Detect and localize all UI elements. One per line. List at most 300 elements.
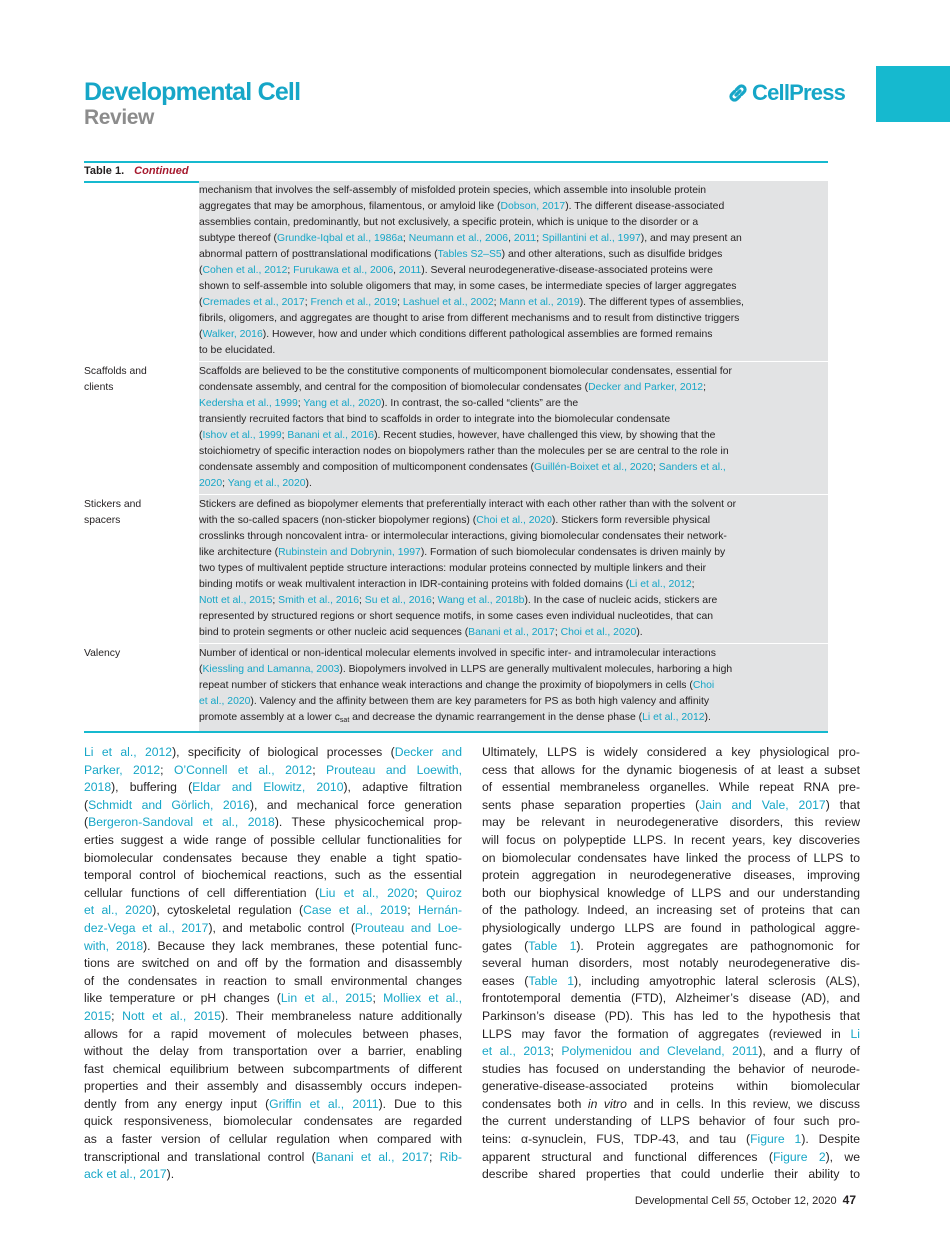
definition-line bbox=[199, 263, 828, 279]
body-line bbox=[84, 762, 462, 780]
text-run: LLPS may favor the formation of aggregates (reviewed in bbox=[482, 1026, 851, 1041]
body-line bbox=[482, 1078, 860, 1096]
definition-line bbox=[199, 460, 828, 476]
table-term bbox=[84, 644, 199, 731]
body-line bbox=[84, 955, 462, 973]
definition-line bbox=[199, 343, 828, 359]
reference-link[interactable]: Su et al., 2016 bbox=[364, 595, 432, 606]
reference-link[interactable]: Li et al., 2012 bbox=[642, 712, 705, 723]
body-line bbox=[84, 1096, 462, 1114]
text-run: of essential membraneless organelles. While repeat RNA pre- bbox=[482, 780, 860, 795]
text-run: ). The different disease-associated bbox=[565, 201, 725, 212]
text-run: sents phase separation properties ( bbox=[482, 797, 700, 812]
body-line bbox=[84, 797, 462, 815]
text-run: gates ( bbox=[482, 938, 529, 953]
reference-link[interactable]: Cremades et al., 2017 bbox=[202, 297, 305, 308]
reference-link[interactable]: Banani et al., 2017 bbox=[315, 1149, 429, 1164]
text-run: ), and may present an bbox=[640, 233, 742, 244]
body-line bbox=[482, 955, 860, 973]
body-line bbox=[84, 814, 462, 832]
definition-line bbox=[199, 529, 828, 545]
reference-link[interactable]: Yang et al., 2020 bbox=[227, 478, 306, 489]
text-run: ; bbox=[160, 762, 174, 777]
text-run: stoichiometry of specific interaction nodes on biopolymers rather than the molecules per se are central to the role in bbox=[199, 446, 729, 457]
reference-link[interactable]: Guillén-Boixet et al., 2020 bbox=[534, 462, 654, 473]
body-line bbox=[482, 885, 860, 903]
text-run: ; bbox=[359, 595, 365, 606]
text-run: generative-disease-associated proteins within biomolecular bbox=[482, 1079, 860, 1094]
publisher-name: CellPress bbox=[752, 80, 846, 105]
reference-link[interactable]: Jain and Vale, 2017 bbox=[699, 797, 826, 812]
reference-link[interactable]: Walker, 2016 bbox=[202, 329, 263, 340]
text-run: ( bbox=[199, 265, 203, 276]
body-line bbox=[84, 920, 462, 938]
body-line bbox=[482, 1096, 860, 1114]
text-run: ; bbox=[297, 398, 304, 409]
text-run: condensate assembly, and central for the composition of biomolecular condensates ( bbox=[199, 382, 589, 393]
text-run: ; bbox=[402, 233, 409, 244]
text-run: assemblies contain, predominantly, but not exclusively, a specific protein, which is unique to the disorder or a bbox=[199, 217, 699, 228]
text-run: quick responsiveness, biomolecular condensates are regarded bbox=[84, 1114, 462, 1129]
table-term bbox=[84, 181, 199, 361]
text-run: ; bbox=[703, 382, 706, 393]
reference-link[interactable]: Tables S2–S5 bbox=[437, 249, 502, 260]
text-run: ), and metabolic control ( bbox=[208, 920, 355, 935]
text-run: will focus on polypeptide LLPS. In recent years, key discoveries bbox=[482, 832, 860, 847]
definition-line bbox=[199, 380, 828, 396]
text-run: fast chemical equilibrium between subcompartments of different bbox=[84, 1061, 462, 1076]
text-run: abnormal pattern of posttranslational modifications ( bbox=[199, 249, 438, 260]
text-run: ). Formation of such biomolecular condensates is driven mainly by bbox=[420, 547, 726, 558]
body-line bbox=[482, 1113, 860, 1131]
term-line: spacers bbox=[84, 515, 121, 526]
text-run: tions are switched on and off by the formation and disassembly bbox=[84, 956, 462, 971]
reference-link[interactable]: Spillantini et al., 1997 bbox=[541, 233, 641, 244]
definition-line bbox=[199, 662, 828, 678]
definition-line bbox=[199, 412, 828, 428]
reference-link[interactable]: Eldar and Elowitz, 2010 bbox=[192, 780, 344, 795]
text-run: ( bbox=[199, 664, 203, 675]
definition-line bbox=[199, 513, 828, 529]
body-line bbox=[482, 1008, 860, 1026]
text-run: , bbox=[393, 265, 399, 276]
reference-link[interactable]: Bergeron-Sandoval et al., 2018 bbox=[88, 815, 275, 830]
term-line: clients bbox=[84, 382, 114, 393]
reference-link[interactable]: et al., 2020 bbox=[84, 903, 153, 918]
reference-link[interactable]: Schmidt and Görlich, 2016 bbox=[88, 797, 250, 812]
text-run: with the so-called spacers (non-sticker biopolymer regions) ( bbox=[199, 515, 477, 526]
text-run: Number of identical or non-identical molecular elements involved in specific inter- and intramolecular interactions bbox=[199, 648, 716, 659]
body-line bbox=[84, 973, 462, 991]
reference-link[interactable]: 2018 bbox=[84, 780, 112, 795]
body-line bbox=[84, 867, 462, 885]
reference-link[interactable]: Figure 1 bbox=[750, 1132, 802, 1147]
text-run: describe shared properties that could underlie their ability to bbox=[482, 1167, 860, 1182]
definition-line bbox=[199, 577, 828, 593]
definition-line bbox=[199, 444, 828, 460]
table-definition bbox=[199, 362, 828, 494]
text-run: ( bbox=[199, 297, 203, 308]
text-run: ; bbox=[554, 627, 561, 638]
body-line bbox=[482, 1026, 860, 1044]
definition-line bbox=[199, 199, 828, 215]
definition-line bbox=[199, 694, 828, 710]
text-run: ( bbox=[199, 329, 203, 340]
body-line bbox=[482, 990, 860, 1008]
text-run: biomolecular condensates because they enable a tight spatio- bbox=[84, 850, 462, 865]
text-run: ). bbox=[305, 478, 312, 489]
reference-link[interactable]: Grundke-Iqbal et al., 1986a bbox=[276, 233, 403, 244]
publisher-logo bbox=[726, 80, 845, 106]
reference-link[interactable]: Prouteau and Loe- bbox=[354, 920, 462, 935]
reference-link[interactable]: Rubinstein and Dobrynin, 1997 bbox=[278, 547, 421, 558]
reference-link[interactable]: Hernán- bbox=[417, 903, 462, 918]
table-row bbox=[84, 181, 828, 362]
reference-link[interactable]: Griffin et al., 2011 bbox=[269, 1096, 379, 1111]
definition-line bbox=[199, 295, 828, 311]
table-continued: Continued bbox=[134, 165, 189, 177]
reference-link[interactable]: Choi et al., 2020 bbox=[560, 627, 637, 638]
text-run: transiently recruited factors that bind to scaffolds in order to integrate into the biomolecular condensate bbox=[199, 414, 671, 425]
text-run: ; bbox=[397, 297, 403, 308]
term-line: Stickers and bbox=[84, 499, 142, 510]
text-run: ; bbox=[428, 1149, 440, 1164]
text-run: protein aggregation in neurodegenerative diseases, improving bbox=[482, 868, 860, 883]
body-line bbox=[482, 938, 860, 956]
reference-link[interactable]: Choi et al., 2020 bbox=[476, 515, 552, 526]
body-line bbox=[482, 779, 860, 797]
body-line bbox=[84, 885, 462, 903]
journal-title: Developmental Cell bbox=[84, 78, 301, 106]
text-run: ). Recent studies, however, have challenged this view, by showing that the bbox=[374, 430, 716, 441]
reference-link[interactable]: Smith et al., 2016 bbox=[278, 595, 360, 606]
reference-link[interactable]: Li bbox=[850, 1026, 860, 1041]
text-run: ). Several neurodegenerative-disease-associated proteins were bbox=[421, 265, 713, 276]
text-run: ; bbox=[691, 579, 695, 590]
reference-link[interactable]: Dobson, 2017 bbox=[500, 201, 566, 212]
text-run: ), and mechanical force generation bbox=[249, 797, 462, 812]
text-run: ). Stickers form reversible physical bbox=[551, 515, 711, 526]
body-line bbox=[482, 814, 860, 832]
body-line bbox=[84, 779, 462, 797]
body-column-left bbox=[84, 744, 462, 1184]
text-run: ). However, how and under which conditions different pathological assemblies are formed remains bbox=[262, 329, 713, 340]
text-run: ), adaptive filtration bbox=[343, 780, 462, 795]
reference-link[interactable]: Nott et al., 2015 bbox=[122, 1008, 221, 1023]
text-run: ; bbox=[287, 265, 294, 276]
body-line bbox=[482, 1061, 860, 1079]
reference-link[interactable]: ack et al., 2017 bbox=[84, 1167, 167, 1182]
text-run: fibrils, oligomers, and aggregates are thought to arise from different mechanisms and to result from distinctive triggers bbox=[199, 313, 740, 324]
definition-line bbox=[199, 609, 828, 625]
definition-line bbox=[199, 561, 828, 577]
definition-line bbox=[199, 497, 828, 513]
reference-link[interactable]: Parker, 2012 bbox=[84, 762, 161, 777]
table-label: Table 1. bbox=[84, 165, 125, 177]
text-run: ), cytoskeletal regulation ( bbox=[152, 903, 304, 918]
reference-link[interactable]: 2015 bbox=[84, 1008, 112, 1023]
body-line bbox=[482, 797, 860, 815]
body-line bbox=[84, 902, 462, 920]
text-run: ( bbox=[84, 797, 89, 812]
text-run: ; bbox=[222, 478, 228, 489]
reference-link[interactable]: Figure 2 bbox=[772, 1149, 826, 1164]
text-run: ). Because they lack membranes, these potential func- bbox=[143, 938, 462, 953]
text-run: two types of multivalent peptide structure interactions: modular proteins connected by multiple linkers and their bbox=[199, 563, 707, 574]
text-run: shown to self-assemble into soluble oligomers that may, in some cases, be intermediate species of larger aggregates bbox=[199, 281, 737, 292]
table-row bbox=[84, 495, 828, 644]
reference-link[interactable]: Sanders et al., bbox=[658, 462, 726, 473]
text-run: condensates both bbox=[482, 1096, 588, 1111]
text-run: ). bbox=[704, 712, 711, 723]
cellpress-link-icon bbox=[726, 81, 750, 105]
reference-link[interactable]: Case et al., 2019 bbox=[303, 903, 408, 918]
text-run: ). In the case of nucleic acids, stickers are bbox=[524, 595, 718, 606]
reference-link[interactable]: Rib- bbox=[439, 1149, 462, 1164]
text-run: crosslinks through noncovalent intra- or intermolecular interactions, giving biomolecular condensates their network- bbox=[199, 531, 727, 542]
text-run: ). In contrast, the so-called “clients” are the bbox=[381, 398, 579, 409]
text-run: ). Despite bbox=[801, 1132, 860, 1147]
text-run: studies has focused on understanding the behavior of neurode- bbox=[482, 1061, 860, 1076]
text-run: Ultimately, LLPS is widely considered a key physiological pro- bbox=[482, 745, 860, 759]
reference-link[interactable]: 2011 bbox=[398, 265, 422, 276]
reference-link[interactable]: Banani et al., 2016 bbox=[287, 430, 375, 441]
text-run: of the condensates in reaction to small environmental changes bbox=[84, 973, 462, 988]
text-run: mechanism that involves the self-assembly of misfolded protein species, which assemble into insoluble protein bbox=[199, 185, 707, 196]
text-run: allows for a rapid movement of molecules between phases, bbox=[84, 1026, 462, 1041]
body-line bbox=[482, 867, 860, 885]
text-run: transcriptional and translational control ( bbox=[84, 1149, 316, 1164]
definition-line bbox=[199, 476, 828, 492]
reference-link[interactable]: 2011 bbox=[513, 233, 537, 244]
reference-link[interactable]: Decker and Parker, 2012 bbox=[588, 382, 704, 393]
reference-link[interactable]: Li et al., 2012 bbox=[84, 745, 173, 759]
reference-link[interactable]: et al., 2013 bbox=[482, 1044, 551, 1059]
text-run: Parkinson’s disease (PD). This has led to the hypothesis that bbox=[482, 1008, 860, 1023]
body-line bbox=[482, 920, 860, 938]
text-run: Stickers are defined as biopolymer elements that preferentially interact with each other rather than with the solvent or bbox=[199, 499, 737, 510]
definition-line bbox=[199, 364, 828, 380]
definition-line bbox=[199, 646, 828, 662]
text-run: ). Biopolymers involved in LLPS are generally multivalent molecules, harboring a high bbox=[339, 664, 733, 675]
body-line bbox=[84, 1008, 462, 1026]
text-run: apparent structural and functional differences ( bbox=[482, 1149, 773, 1164]
text-run: ( bbox=[84, 815, 89, 830]
text-run: cellular functions of cell differentiation ( bbox=[84, 885, 320, 900]
text-run: ), we bbox=[825, 1149, 860, 1164]
body-line bbox=[482, 832, 860, 850]
definition-line bbox=[199, 231, 828, 247]
text-run: ; bbox=[372, 991, 384, 1006]
text-run: ), including amyotrophic lateral sclerosis (ALS), bbox=[574, 973, 860, 988]
text-run: ; bbox=[653, 462, 659, 473]
text-run: binding motifs or weak multivalent interaction in IDR-containing proteins with folded domains ( bbox=[199, 579, 630, 590]
body-line bbox=[84, 990, 462, 1008]
text-run: ; bbox=[407, 903, 418, 918]
table-caption bbox=[84, 161, 828, 183]
page-number: 47 bbox=[842, 1193, 856, 1207]
text-run: ). Due to this bbox=[378, 1096, 462, 1111]
body-line bbox=[482, 1166, 860, 1184]
body-line bbox=[84, 1078, 462, 1096]
reference-link[interactable]: Lin et al., 2015 bbox=[280, 991, 373, 1006]
reference-link[interactable]: Ishov et al., 1999 bbox=[202, 430, 282, 441]
body-line bbox=[84, 1043, 462, 1061]
term-line: Scaffolds and bbox=[84, 366, 147, 377]
text-run: erties suggest a wide range of possible cellular functionalities for bbox=[84, 832, 462, 847]
table-term bbox=[84, 362, 199, 494]
text-run: to be elucidated. bbox=[199, 345, 276, 356]
table-row bbox=[84, 362, 828, 495]
body-line bbox=[482, 902, 860, 920]
body-line bbox=[482, 744, 860, 762]
text-run: subtype thereof ( bbox=[199, 233, 277, 244]
reference-link[interactable]: Kiessling and Lamanna, 2003 bbox=[202, 664, 340, 675]
body-line bbox=[84, 1166, 462, 1184]
definition-line bbox=[199, 428, 828, 444]
text-run: frontotemporal dementia (FTD), Alzheimer’s disease (AD), and bbox=[482, 991, 860, 1006]
section-color-tab bbox=[876, 66, 950, 122]
definition-line bbox=[199, 311, 828, 327]
reference-link[interactable]: Quiroz bbox=[426, 885, 462, 900]
table-row bbox=[84, 644, 828, 731]
body-line bbox=[84, 1113, 462, 1131]
reference-link[interactable]: Furukawa et al., 2006 bbox=[293, 265, 394, 276]
text-run: the current understanding of LLPS behavior of four such pro- bbox=[482, 1114, 860, 1129]
reference-link[interactable]: dez-Vega et al., 2017 bbox=[84, 920, 209, 935]
definition-line bbox=[199, 396, 828, 412]
reference-link[interactable]: Table 1 bbox=[528, 973, 575, 988]
text-run: several human disorders, most notably neurodegenerative dis- bbox=[482, 956, 860, 971]
definition-line bbox=[199, 545, 828, 561]
text-run: teins: α-synuclein, FUS, TDP-43, and tau ( bbox=[482, 1132, 751, 1147]
reference-link[interactable]: Neumann et al., 2006 bbox=[408, 233, 509, 244]
reference-link[interactable]: Table 1 bbox=[528, 938, 577, 953]
body-line bbox=[482, 1149, 860, 1167]
text-run: ). Their membraneless nature additionally bbox=[220, 1008, 462, 1023]
text-run: , bbox=[508, 233, 514, 244]
text-run: aggregates that may be amorphous, filamentous, or amyloid like ( bbox=[199, 201, 501, 212]
text-run: of the pathology. Indeed, an increasing set of proteins that can bbox=[482, 903, 860, 918]
body-line bbox=[482, 1131, 860, 1149]
reference-link[interactable]: French et al., 2019 bbox=[310, 297, 398, 308]
reference-link[interactable]: O’Connell et al., 2012 bbox=[173, 762, 313, 777]
text-run: ; bbox=[431, 595, 438, 606]
text-run: ; bbox=[272, 595, 279, 606]
body-line bbox=[482, 1043, 860, 1061]
text-run: eases ( bbox=[482, 973, 529, 988]
text-run: ). The different types of assemblies, bbox=[579, 297, 744, 308]
text-run: ). bbox=[636, 627, 643, 638]
text-run: ( bbox=[199, 430, 203, 441]
text-run: properties and their assembly and disassembly occurs indepen- bbox=[84, 1079, 462, 1094]
reference-link[interactable]: Li et al., 2012 bbox=[629, 579, 692, 590]
text-run: ; bbox=[312, 762, 326, 777]
body-line bbox=[482, 762, 860, 780]
definition-line bbox=[199, 279, 828, 295]
reference-link[interactable]: with, 2018 bbox=[84, 938, 144, 953]
definition-line bbox=[199, 625, 828, 641]
text-run: on biomolecular condensates have linked the process of LLPS to bbox=[482, 850, 860, 865]
reference-link[interactable]: Yang et al., 2020 bbox=[303, 398, 382, 409]
reference-link[interactable]: Decker and bbox=[394, 745, 462, 759]
text-run: ; bbox=[111, 1008, 123, 1023]
page-footer bbox=[635, 1193, 856, 1208]
reference-link[interactable]: Nott et al., 2015 bbox=[199, 595, 273, 606]
text-run: cess that allows for the dynamic biogenesis of at least a subset bbox=[482, 762, 860, 777]
text-run: dently from any energy input ( bbox=[84, 1096, 270, 1111]
reference-link[interactable]: Polymenidou and Cleveland, 2011 bbox=[561, 1044, 759, 1059]
text-run: ). These physicochemical prop- bbox=[274, 815, 462, 830]
text-run: ) that bbox=[825, 797, 860, 812]
definition-line bbox=[199, 593, 828, 609]
text-run: ), buffering ( bbox=[111, 780, 193, 795]
footer-volume: 55 bbox=[733, 1195, 746, 1207]
glossary-table bbox=[84, 181, 828, 733]
definition-line bbox=[199, 327, 828, 343]
reference-link[interactable]: Lashuel et al., 2002 bbox=[402, 297, 494, 308]
subscript: sat bbox=[339, 717, 350, 724]
definition-line bbox=[199, 183, 828, 199]
reference-link[interactable]: Liu et al., 2020 bbox=[319, 885, 415, 900]
body-line bbox=[84, 1061, 462, 1079]
definition-line bbox=[199, 215, 828, 231]
text-run: ; bbox=[414, 885, 427, 900]
text-run: ), specificity of biological processes ( bbox=[172, 745, 395, 759]
reference-link[interactable]: et al., 2020 bbox=[199, 696, 251, 707]
text-run: ). Protein aggregates are pathognomonic for bbox=[576, 938, 860, 953]
text-run: bind to protein segments or other nucleic acid sequences ( bbox=[199, 627, 469, 638]
definition-line bbox=[199, 247, 828, 263]
reference-link[interactable]: Mann et al., 2019 bbox=[499, 297, 580, 308]
body-line bbox=[84, 1131, 462, 1149]
reference-link[interactable]: 2020 bbox=[199, 478, 223, 489]
text-run: and decrease the dynamic rearrangement in the dense phase ( bbox=[349, 712, 643, 723]
text-run: repeat number of stickers that enhance weak interactions and change the proximity of biopolymers in cells ( bbox=[199, 680, 693, 691]
term-line: Valency bbox=[84, 648, 121, 659]
body-line bbox=[84, 850, 462, 868]
text-run: ; bbox=[281, 430, 288, 441]
text-run: ) and other alterations, such as disulfide bridges bbox=[501, 249, 723, 260]
definition-line bbox=[199, 678, 828, 694]
body-column-right bbox=[482, 744, 860, 1184]
reference-link[interactable]: Banani et al., 2017 bbox=[468, 627, 555, 638]
body-line bbox=[84, 832, 462, 850]
text-run: ; bbox=[550, 1044, 562, 1059]
text-run: ). Valency and the affinity between them are key parameters for PS as both high valency and affinity bbox=[250, 696, 710, 707]
body-line bbox=[84, 1149, 462, 1167]
text-run: in vitro bbox=[587, 1096, 627, 1111]
body-line bbox=[482, 973, 860, 991]
table-term bbox=[84, 495, 199, 643]
reference-link[interactable]: Choi bbox=[692, 680, 715, 691]
reference-link[interactable]: Prouteau and Loewith, bbox=[326, 762, 462, 777]
definition-line bbox=[199, 710, 828, 729]
reference-link[interactable]: Cohen et al., 2012 bbox=[202, 265, 288, 276]
text-run: like temperature or pH changes ( bbox=[84, 991, 281, 1006]
text-run: temporal control of biochemical reactions, such as the essential bbox=[84, 868, 462, 883]
text-run: promote assembly at a lower c bbox=[199, 712, 340, 723]
reference-link[interactable]: Wang et al., 2018b bbox=[437, 595, 525, 606]
text-run: ; bbox=[536, 233, 542, 244]
reference-link[interactable]: Kedersha et al., 1999 bbox=[199, 398, 298, 409]
footer-journal: Developmental Cell bbox=[634, 1195, 734, 1207]
text-run: ; bbox=[493, 297, 500, 308]
reference-link[interactable]: Molliex et al., bbox=[383, 991, 462, 1006]
text-run: and in cells. In this review, we discuss bbox=[626, 1096, 860, 1111]
text-run: like architecture ( bbox=[199, 547, 279, 558]
text-run: physiologically undergo LLPS are found in pathological aggre- bbox=[482, 920, 860, 935]
